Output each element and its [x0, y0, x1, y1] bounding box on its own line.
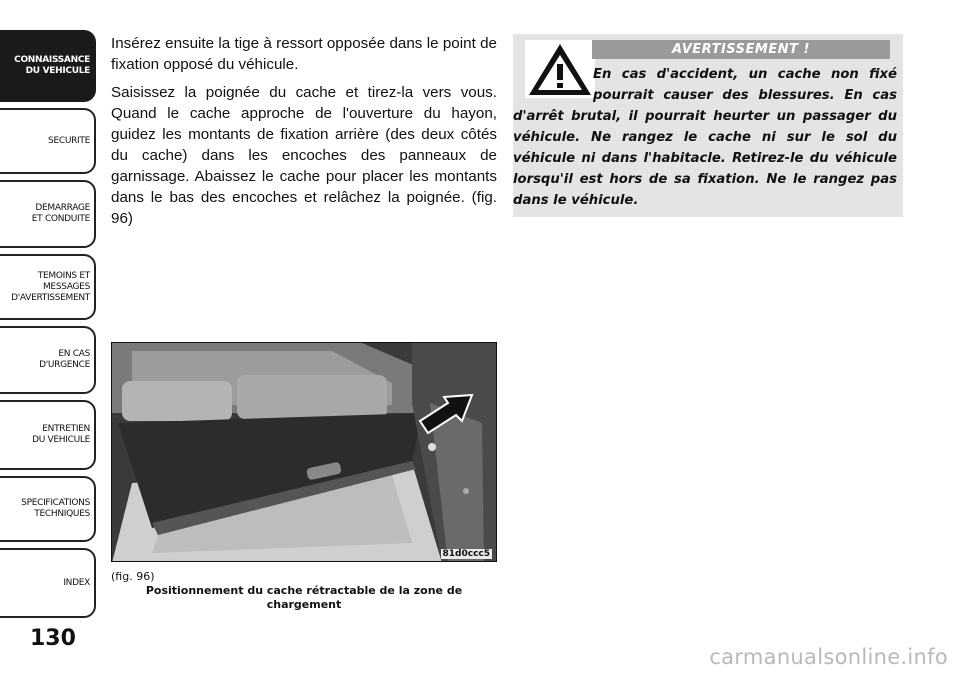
tab-specifications-techniques[interactable]: SPECIFICATIONS TECHNIQUES: [0, 476, 96, 542]
warning-box: [513, 34, 903, 217]
tab-connaissance-du-vehicule[interactable]: CONNAISSANCE DU VEHICULE: [0, 30, 96, 102]
figure-caption: [111, 570, 497, 612]
figure-code: 81d0ccc5: [442, 549, 490, 559]
paragraph-2: Saisissez la poignée du cache et tirez-la vers vous. Quand le cache approche de l'ouverture du hayon, guidez les montants de fixation arrière (des deux côtés du cache) dans les encoches des panneaux de garnissage. Abaissez le cache pour placer les montants dans le bas des encoches et relâchez la poignée. (fig. 96): [111, 84, 497, 227]
cargo-area-illustration: [112, 343, 497, 562]
watermark: carmanualsonline.info: [709, 645, 948, 669]
body-text: [111, 33, 497, 236]
warning-text: En cas d'accident, un cache non fixé pourrait causer des blessures. En cas d'arrêt brutal, il pourrait heurter un passager du véhicule. Ne rangez le cache ni sur le sol du véhicule ni dans l'habitacle. Retirez-le du véhicule lorsqu'il est hors de sa fixation. Ne le rangez pas dans le véhicule.: [513, 67, 897, 208]
paragraph-1: Insérez ensuite la tige à ressort opposée dans le point de fixation opposé du véhicule.: [111, 35, 497, 73]
tab-entretien-du-vehicule[interactable]: ENTRETIEN DU VEHICULE: [0, 400, 96, 470]
figure-ref: (fig. 96): [111, 570, 155, 583]
figure-96-image: [111, 342, 497, 562]
tab-securite[interactable]: SECURITE: [0, 108, 96, 174]
figure-title: Positionnement du cache rétractable de la zone de chargement: [145, 584, 463, 611]
tab-en-cas-d-urgence[interactable]: EN CAS D'URGENCE: [0, 326, 96, 394]
warning-heading: AVERTISSEMENT !: [592, 40, 890, 59]
tab-index[interactable]: INDEX: [0, 548, 96, 618]
tab-demarrage-et-conduite[interactable]: DEMARRAGE ET CONDUITE: [0, 180, 96, 248]
tab-temoins-et-messages[interactable]: TEMOINS ET MESSAGES D'AVERTISSEMENT: [0, 254, 96, 320]
warning-text-block: [513, 64, 897, 211]
page-number: 130: [30, 626, 76, 651]
